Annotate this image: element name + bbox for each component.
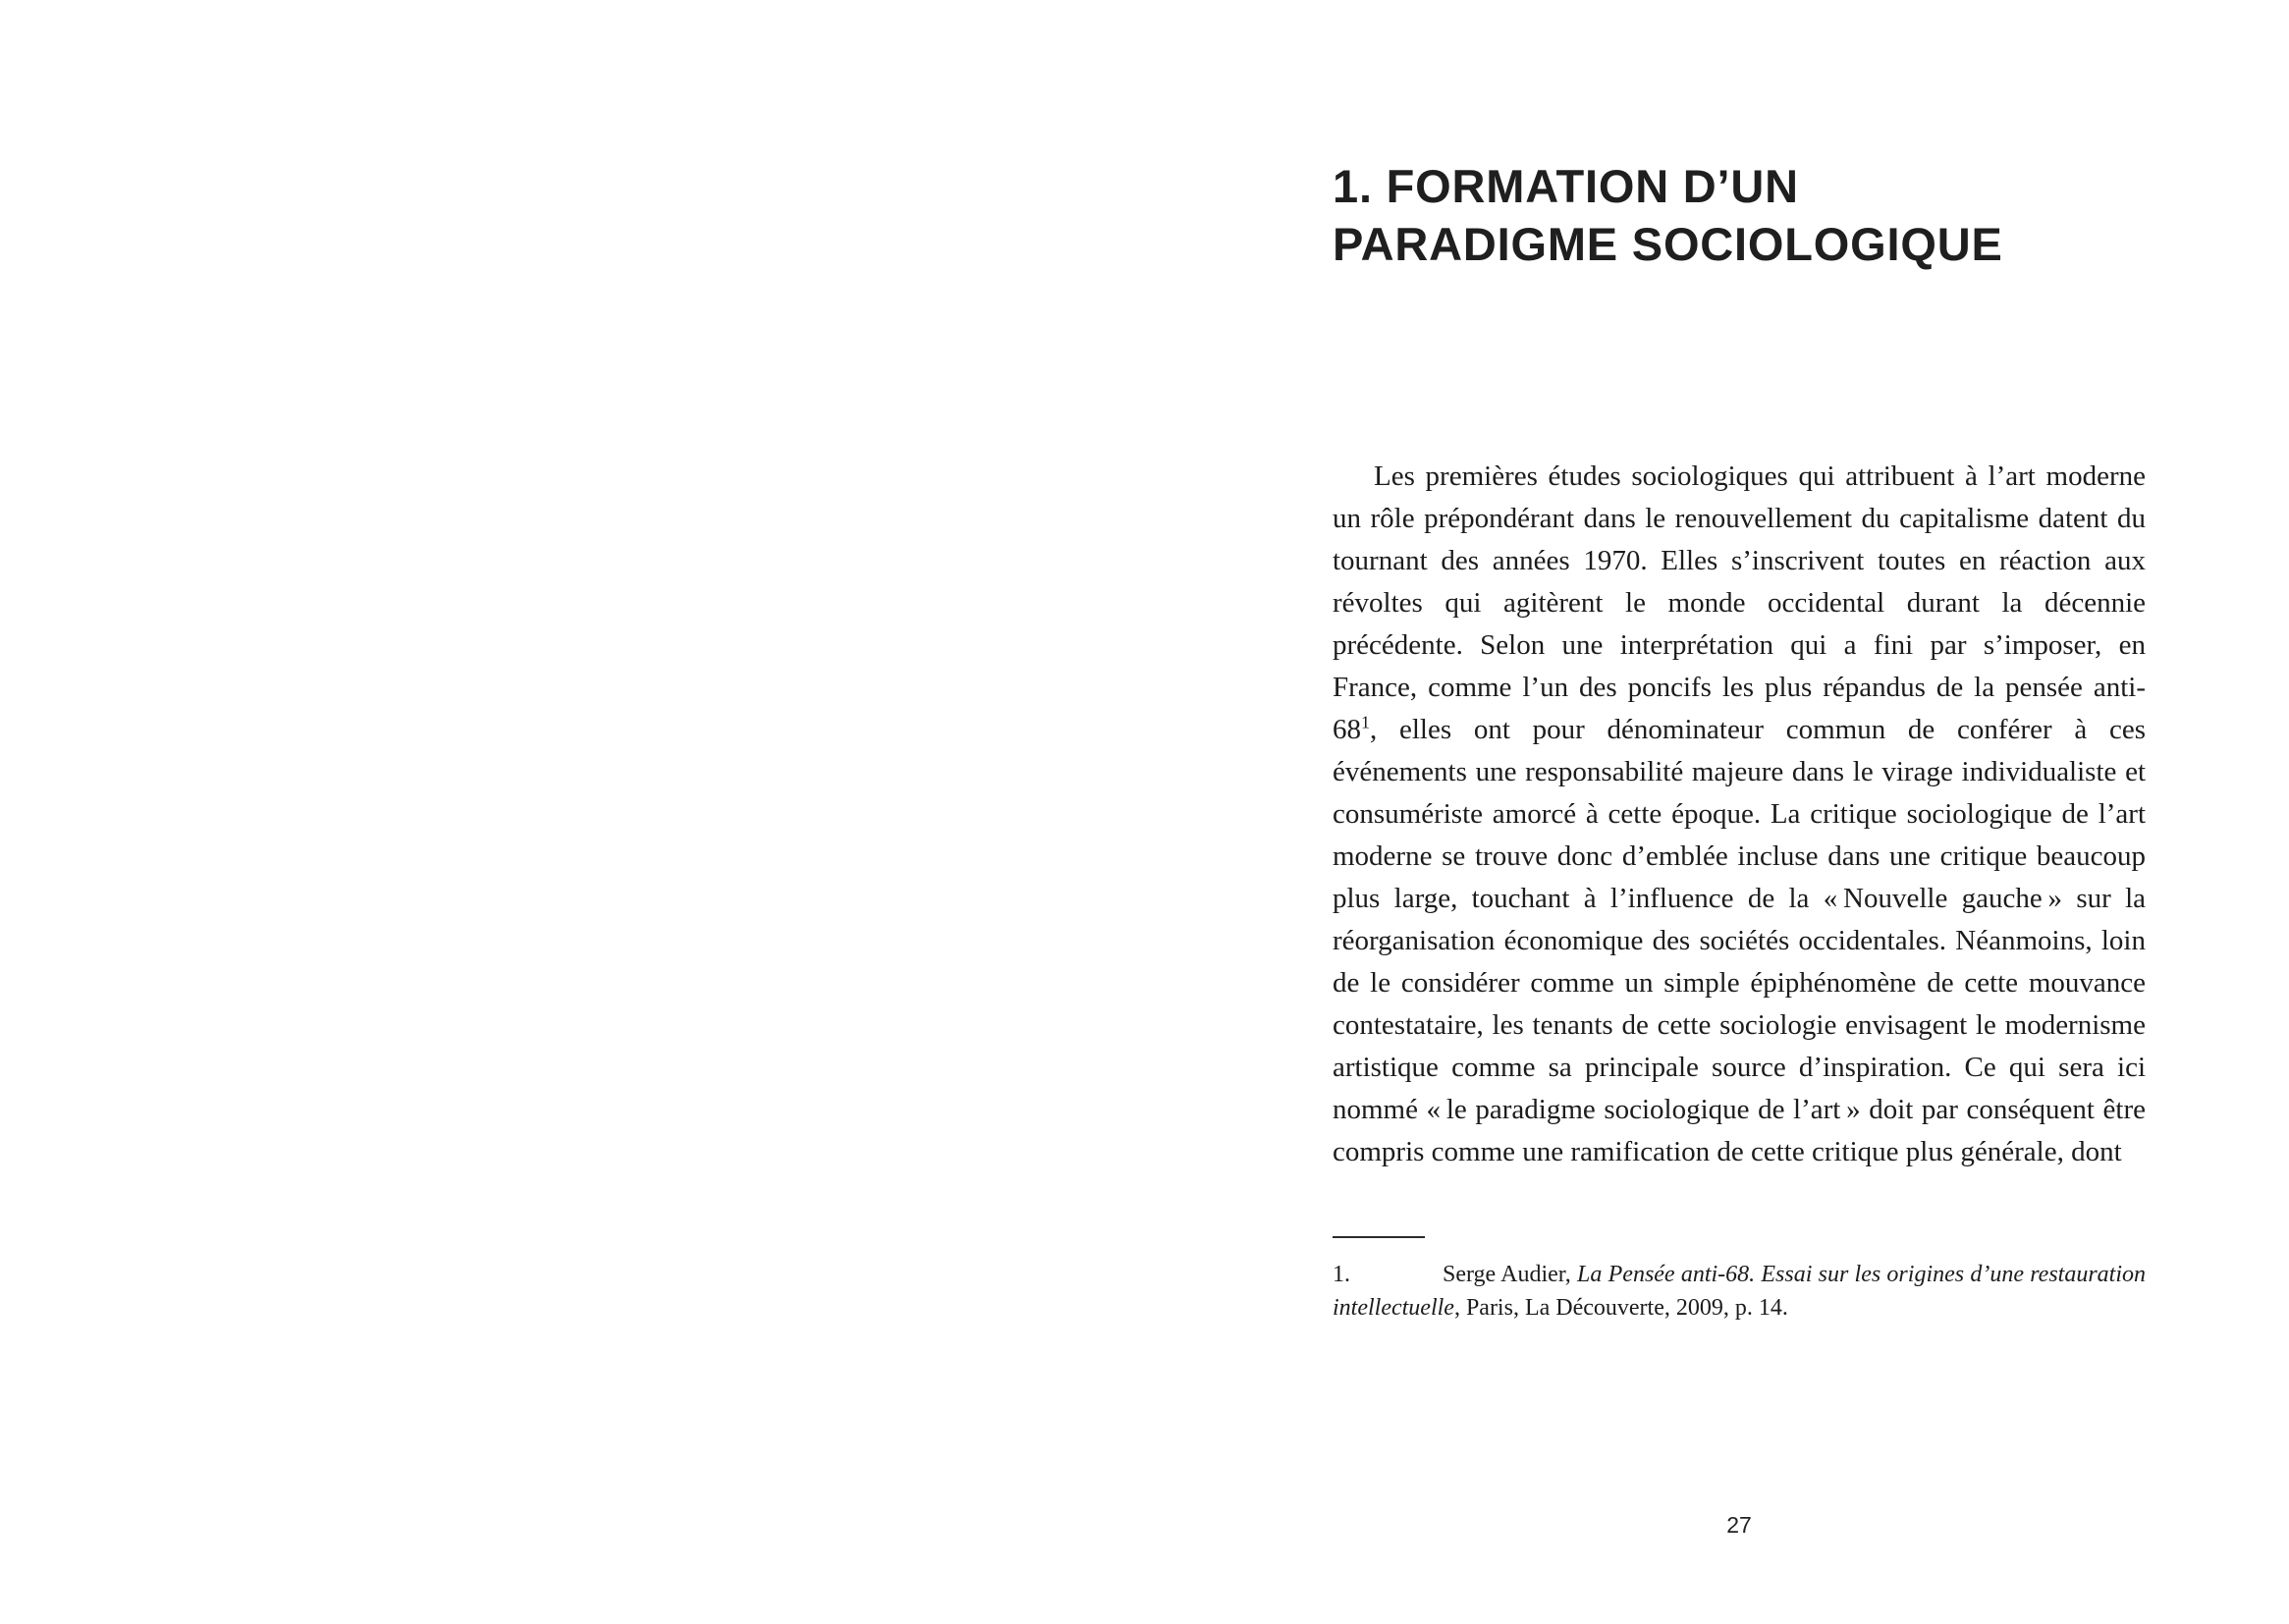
footnote-author: Serge Audier,: [1443, 1262, 1578, 1287]
footnote-reference: 1: [1361, 712, 1370, 732]
body-paragraph: [1333, 456, 2146, 1173]
paragraph-text-before-note: Les premières études sociologiques qui attribuent à l’art moderne un rôle prépondérant dans le renouvellement du capitalisme datent du tournant des années 1970. Elles s’inscrivent toutes en réaction aux révoltes qui agitèrent le monde occidental durant la décennie précédente. Selon une interprétation qui a fini par s’imposer, en France, comme l’un des poncifs les plus répandus de la pensée anti-68: [1333, 460, 2146, 745]
footnote-block: [1333, 1236, 2146, 1325]
footnote-separator-rule: [1333, 1236, 1425, 1238]
paragraph-text-after-note: , elles ont pour dénominateur commun de conférer à ces événements une responsabilité majeure dans le virage individualiste et consumériste amorcé à cette époque. La critique sociologique de l’art moderne se trouve donc d’emblée incluse dans une critique beaucoup plus large, touchant à l’influence de la « Nouvelle gauche » sur la réorganisation économique des sociétés occidentales. Néanmoins, loin de le considérer comme un simple épiphénomène de cette mouvance contestataire, les tenants de cette sociologie envisagent le modernisme artistique comme sa principale source d’inspiration. Ce qui sera ici nommé « le paradigme sociologique de l’art » doit par conséquent être compris comme une ramification de cette critique plus générale, dont: [1333, 714, 2146, 1167]
text-column: [1333, 157, 2146, 1325]
footnote-book-title: La Pensée anti-68. Essai sur les origines d’une restauration intellectuelle: [1333, 1262, 2146, 1321]
footnote-marker: 1.: [1333, 1262, 1350, 1287]
footnote-tail: , Paris, La Découverte, 2009, p. 14.: [1453, 1295, 1788, 1321]
page-number: 27: [1726, 1512, 1752, 1538]
footnote: [1333, 1258, 2146, 1325]
chapter-title-line-2: PARADIGME SOCIOLOGIQUE: [1333, 218, 2003, 270]
chapter-title: [1333, 157, 2146, 273]
chapter-title-line-1: 1. FORMATION D’UN: [1333, 160, 1799, 212]
